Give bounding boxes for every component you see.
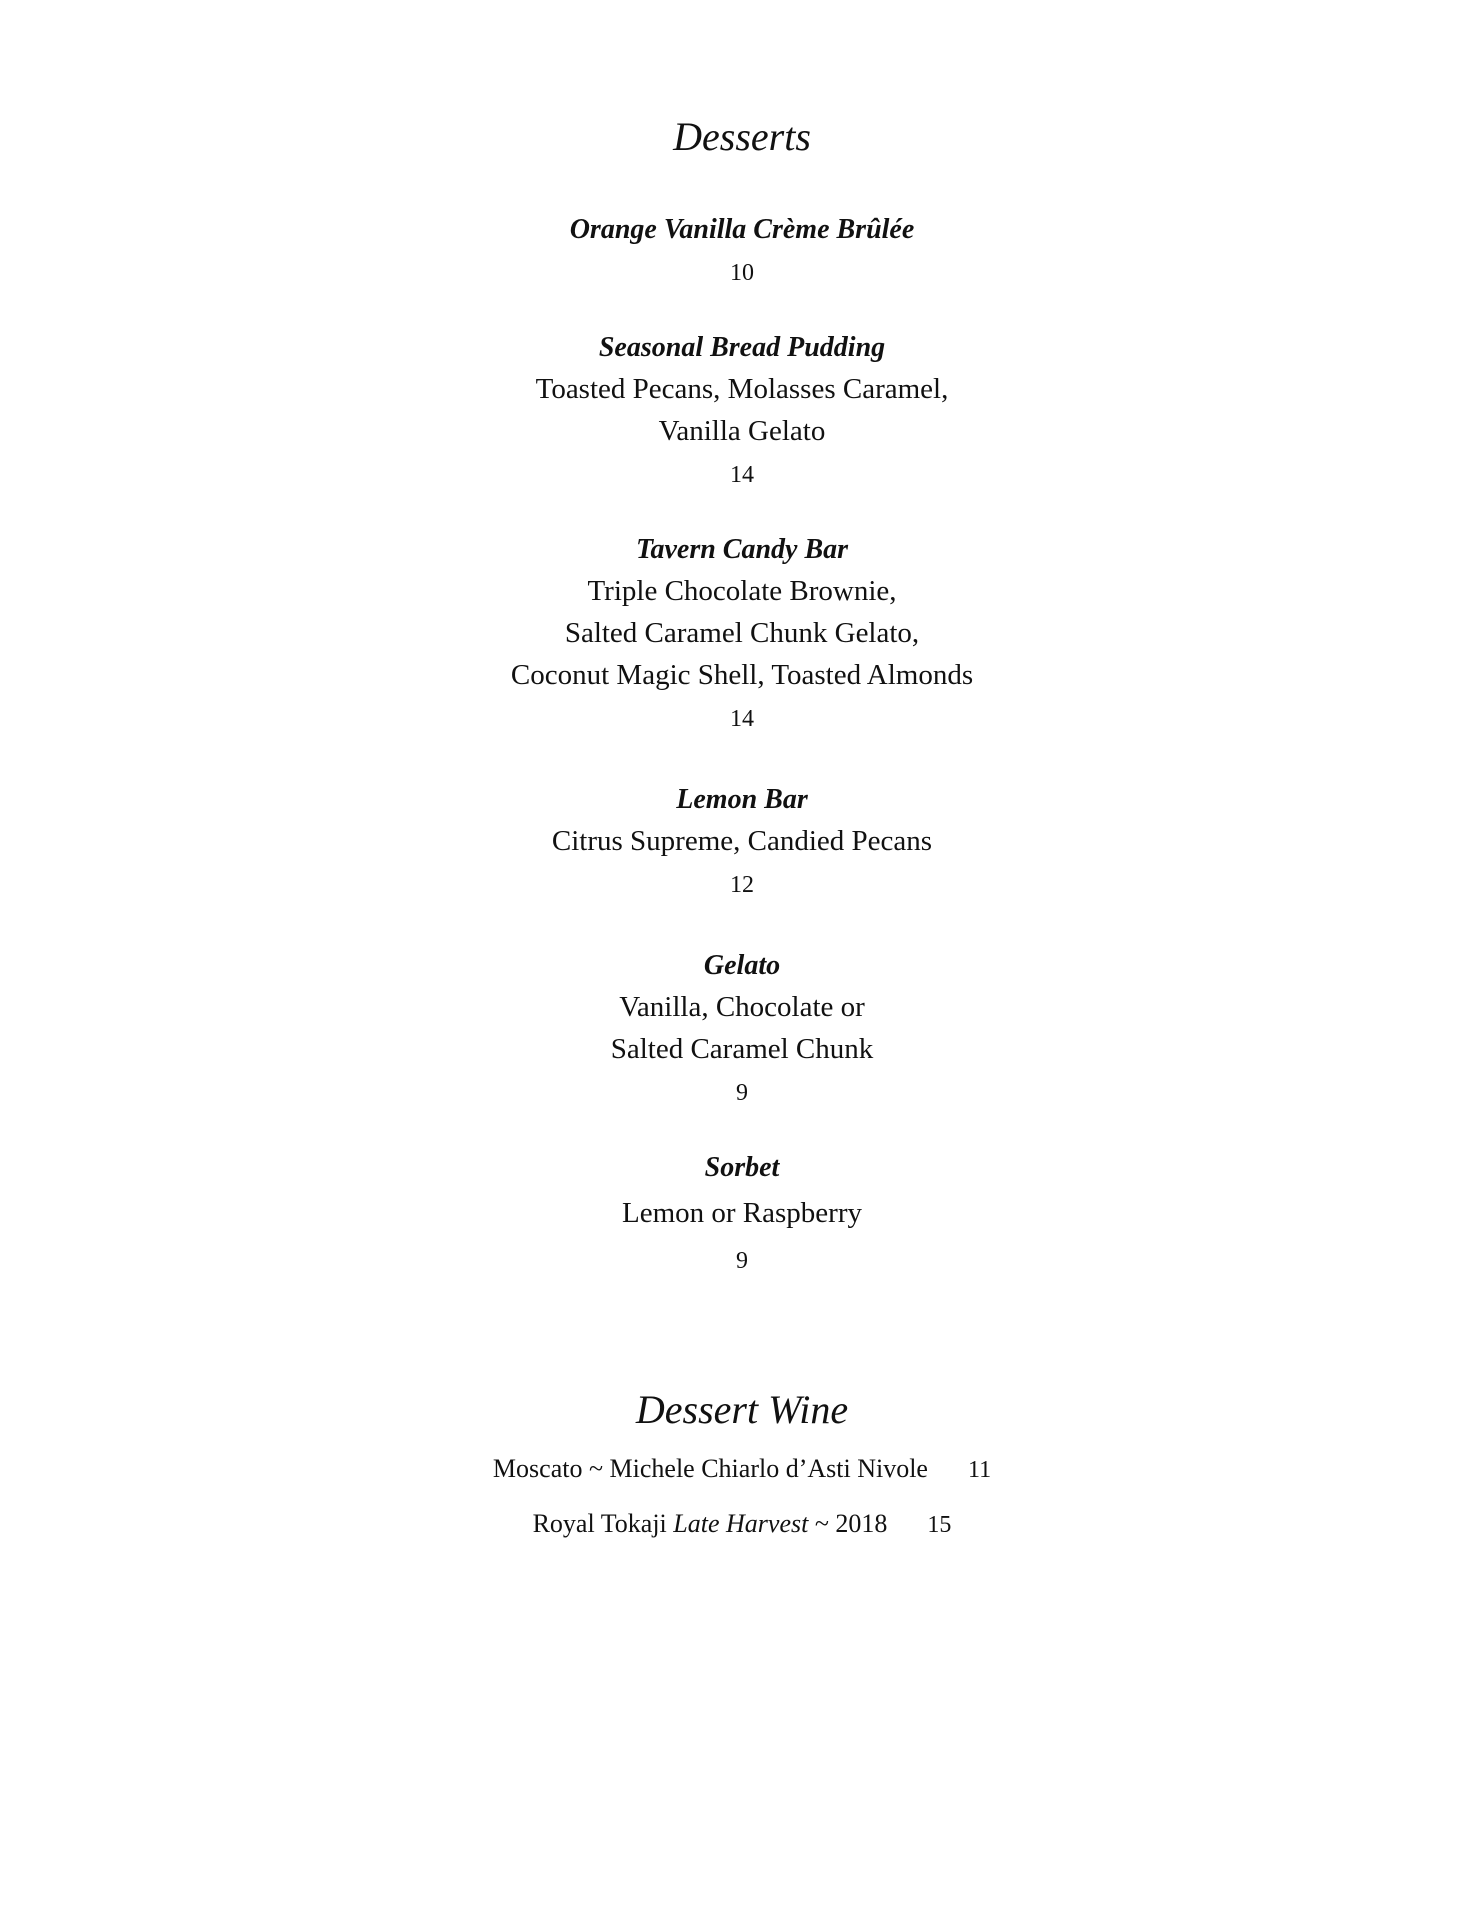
wine-vintage: ~ 2018 xyxy=(814,1509,888,1538)
dessert-price: 14 xyxy=(730,462,754,488)
dessert-description-line: Coconut Magic Shell, Toasted Almonds xyxy=(510,659,974,691)
dessert-description-line: Citrus Supreme, Candied Pecans xyxy=(551,825,933,857)
dessert-wine-title: Dessert Wine xyxy=(635,1387,849,1432)
dessert-description-line: Triple Chocolate Brownie, xyxy=(587,575,897,607)
dessert-item xyxy=(0,1148,1484,1284)
dessert-name: Tavern Candy Bar xyxy=(635,534,849,565)
wine-price: 15 xyxy=(927,1512,952,1538)
dessert-item xyxy=(0,946,1484,1116)
dessert-price: 9 xyxy=(736,1080,748,1106)
dessert-name: Orange Vanilla Crème Brûlée xyxy=(569,214,915,245)
dessert-description-line: Salted Caramel Chunk xyxy=(610,1033,874,1065)
dessert-item xyxy=(0,780,1484,908)
wine-name xyxy=(533,1506,888,1542)
dessert-name: Lemon Bar xyxy=(676,784,808,815)
dessert-item xyxy=(0,328,1484,498)
dessert-description-line: Vanilla Gelato xyxy=(658,415,826,447)
dessert-name: Gelato xyxy=(703,950,781,981)
wine-style: Late Harvest xyxy=(673,1509,809,1538)
dessert-description-line: Lemon or Raspberry xyxy=(622,1197,862,1229)
dessert-item xyxy=(0,530,1484,742)
desserts-title: Desserts xyxy=(673,114,811,159)
wine-item xyxy=(0,1506,1484,1543)
dessert-description-line: Toasted Pecans, Molasses Caramel, xyxy=(535,373,949,405)
wine-price: 11 xyxy=(967,1457,992,1483)
dessert-item xyxy=(0,210,1484,296)
dessert-description-line: Salted Caramel Chunk Gelato, xyxy=(564,617,920,649)
dessert-price: 14 xyxy=(730,706,754,732)
dessert-price: 12 xyxy=(730,872,754,898)
dessert-description-line: Vanilla, Chocolate or xyxy=(619,991,865,1023)
dessert-price: 10 xyxy=(730,260,754,286)
wine-producer: Royal Tokaji xyxy=(532,1509,667,1538)
dessert-name: Sorbet xyxy=(704,1152,780,1183)
wine-item xyxy=(0,1451,1484,1488)
dessert-price: 9 xyxy=(736,1248,748,1274)
wine-name: Moscato ~ Michele Chiarlo d’Asti Nivole xyxy=(492,1454,928,1483)
dessert-name: Seasonal Bread Pudding xyxy=(598,332,886,363)
